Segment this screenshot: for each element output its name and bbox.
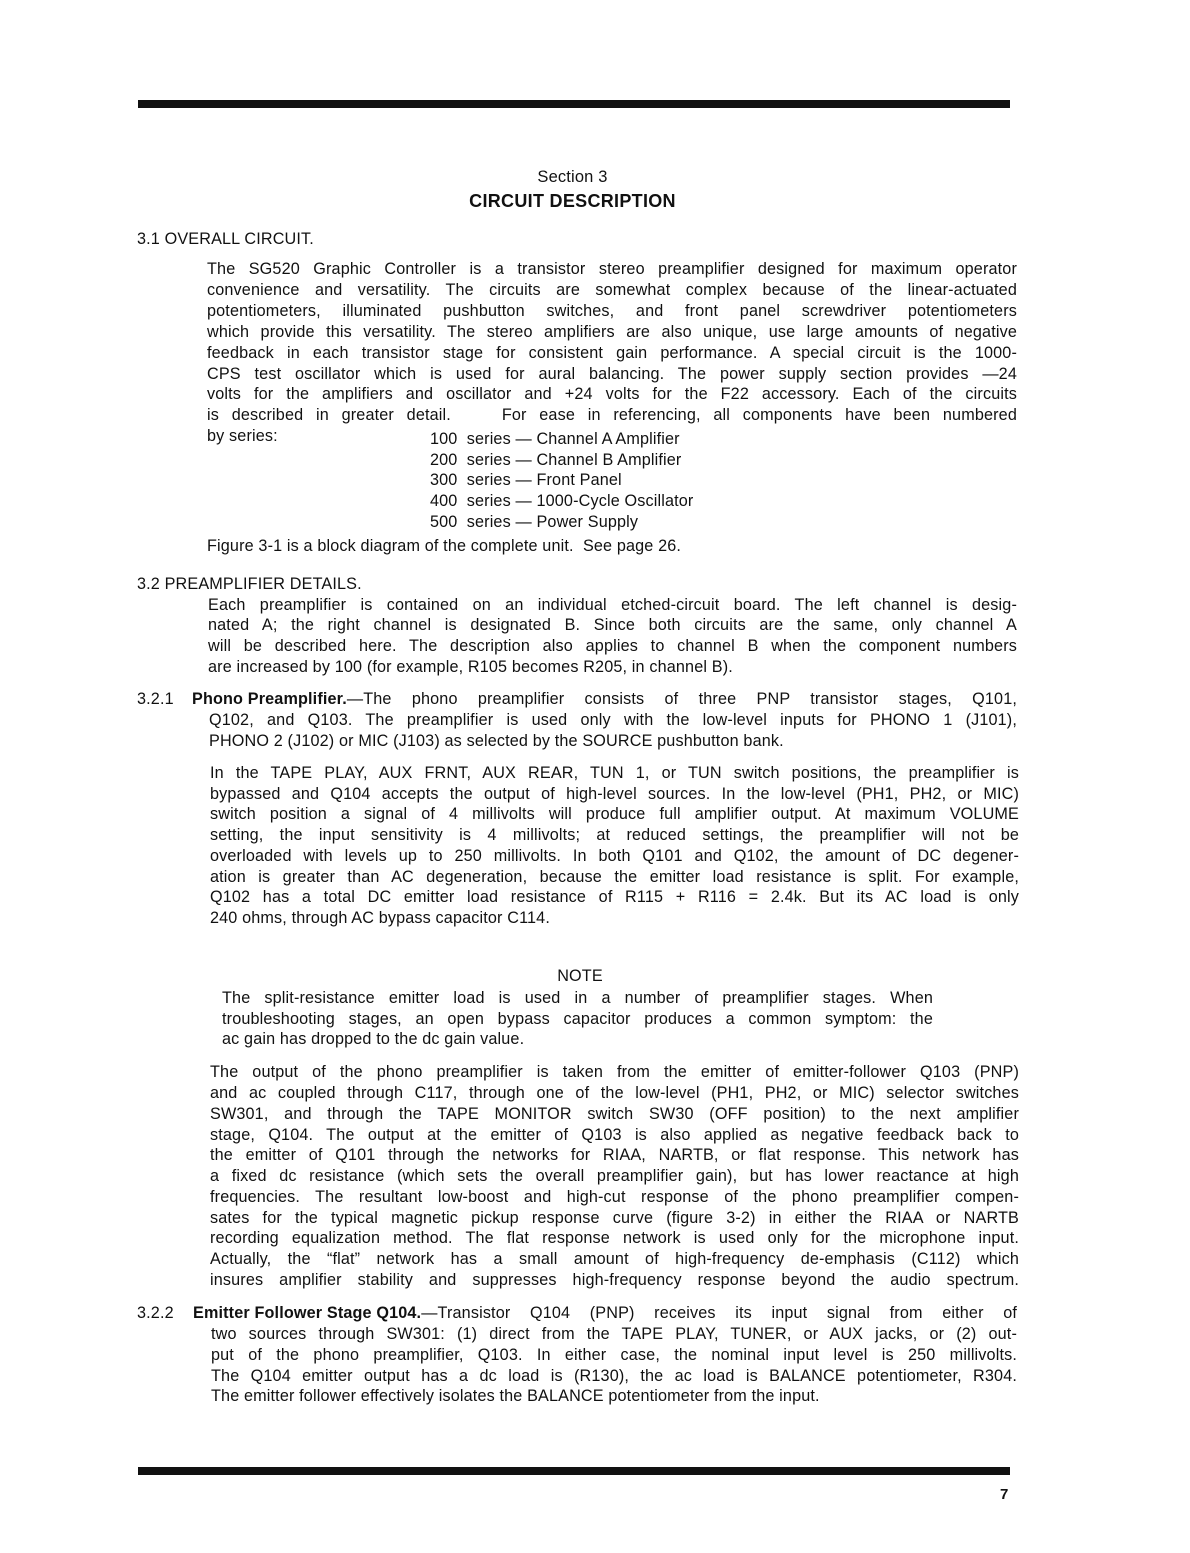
page-number: 7 <box>1000 1486 1009 1503</box>
subsection-3-2-2-first-line <box>193 1303 1017 1324</box>
subsection-title-phono-preamplifier: Phono Preamplifier. <box>192 690 347 708</box>
text-line: setting, the input sensitivity is 4 millivolts; at reduced settings, the preamplifier will not be <box>210 826 1019 844</box>
text-line: troubleshooting stages, an open bypass capacitor produces a common symptom: the <box>222 1010 933 1028</box>
note-label: NOTE <box>557 967 603 985</box>
text-line: stage, Q104. The output at the emitter of Q103 is also applied as negative feedback back to <box>210 1126 1019 1144</box>
text-line: The split-resistance emitter load is used in a number of preamplifier stages. When <box>222 989 933 1007</box>
text-line: The SG520 Graphic Controller is a transistor stereo preamplifier designed for maximum operator <box>207 260 1017 278</box>
text-line: ac gain has dropped to the dc gain value. <box>222 1030 525 1048</box>
text-line: Q102, and Q103. The preamplifier is used only with the low-level inputs for PHONO 1 (J101), <box>209 711 1017 729</box>
text-line: is described in greater detail. For ease in referencing, all components have been numbered <box>207 406 1017 424</box>
text-line: insures amplifier stability and suppresses high-frequency response beyond the audio spectrum. <box>210 1271 1019 1289</box>
text-line: Actually, the “flat” network has a small amount of high-frequency de-emphasis (C112) which <box>210 1250 1019 1268</box>
text-line: The Q104 emitter output has a dc load is (R130), the ac load is BALANCE potentiometer, R304. <box>211 1367 1017 1385</box>
section-label: Section 3 <box>537 168 608 186</box>
text-line: convenience and versatility. The circuits are somewhat complex because of the linear-actuated <box>207 281 1017 299</box>
text-line: sates for the typical magnetic pickup response curve (figure 3-2) in either the RIAA or NARTB <box>210 1209 1019 1227</box>
text-line: potentiometers, illuminated pushbutton switches, and front panel screwdriver potentiometers <box>207 302 1017 320</box>
text-line: In the TAPE PLAY, AUX FRNT, AUX REAR, TUN 1, or TUN switch positions, the preamplifier is <box>210 764 1019 782</box>
series-item: 400 series — 1000-Cycle Oscillator <box>430 492 694 510</box>
series-item: 300 series — Front Panel <box>430 471 622 489</box>
text-line: Each preamplifier is contained on an individual etched-circuit board. The left channel is desig- <box>208 596 1017 614</box>
text-line: feedback in each transistor stage for consistent gain performance. A special circuit is the 1000- <box>207 344 1017 362</box>
text-line: are increased by 100 (for example, R105 becomes R205, in channel B). <box>208 658 733 676</box>
text-run: —The phono preamplifier consists of three PNP transistor stages, Q101, <box>346 690 1017 708</box>
section-title: CIRCUIT DESCRIPTION <box>469 191 676 211</box>
text-line: bypassed and Q104 accepts the output of high-level sources. In the low-level (PH1, PH2, or MIC) <box>210 785 1019 803</box>
text-line: ation is greater than AC degeneration, because the emitter load resistance is split. For example, <box>210 868 1019 886</box>
text-line: will be described here. The description also applies to channel B when the component numbers <box>208 637 1017 655</box>
text-line: which provide this versatility. The stereo amplifiers are also unique, use large amounts of negative <box>207 323 1017 341</box>
text-line: put of the phono preamplifier, Q103. In either case, the nominal input level is 250 millivolts. <box>211 1346 1017 1364</box>
text-line: two sources through SW301: (1) direct from the TAPE PLAY, TUNER, or AUX jacks, or (2) out- <box>211 1325 1017 1343</box>
text-line: 240 ohms, through AC bypass capacitor C114. <box>210 909 550 927</box>
by-series-label: by series: <box>207 427 278 445</box>
series-item: 500 series — Power Supply <box>430 513 639 531</box>
bottom-rule <box>138 1467 1010 1475</box>
text-line: a fixed dc resistance (which sets the overall preamplifier gain), but has lower reactance at high <box>210 1167 1019 1185</box>
heading-3-1: 3.1 OVERALL CIRCUIT. <box>137 230 314 248</box>
text-line: switch position a signal of 4 millivolts will produce full amplifier output. At maximum VOLUME <box>210 805 1019 823</box>
subsection-number-3-2-2: 3.2.2 <box>137 1304 174 1322</box>
text-line: overloaded with levels up to 250 millivolts. In both Q101 and Q102, the amount of DC degener- <box>210 847 1019 865</box>
subsection-number-3-2-1: 3.2.1 <box>137 690 174 708</box>
series-item: 100 series — Channel A Amplifier <box>430 430 680 448</box>
text-line: volts for the amplifiers and oscillator and +24 volts for the F22 accessory. Each of the circuits <box>207 385 1017 403</box>
text-line: frequencies. The resultant low-boost and high-cut response of the phono preamplifier compen- <box>210 1188 1019 1206</box>
text-line: the emitter of Q101 through the networks for RIAA, NARTB, or flat response. This network has <box>210 1146 1019 1164</box>
text-line: and ac coupled through C117, through one of the low-level (PH1, PH2, or MIC) selector switches <box>210 1084 1019 1102</box>
text-line: CPS test oscillator which is used for aural balancing. The power supply section provides —24 <box>207 365 1017 383</box>
text-line: PHONO 2 (J102) or MIC (J103) as selected by the SOURCE pushbutton bank. <box>209 732 784 750</box>
text-run: —Transistor Q104 (PNP) receives its input signal from either of <box>421 1304 1017 1322</box>
text-line: The output of the phono preamplifier is taken from the emitter of emitter-follower Q103 (PNP) <box>210 1063 1019 1081</box>
text-line: The emitter follower effectively isolates the BALANCE potentiometer from the input. <box>211 1387 820 1405</box>
subsection-title-emitter-follower: Emitter Follower Stage Q104. <box>193 1304 422 1322</box>
figure-reference: Figure 3-1 is a block diagram of the complete unit. See page 26. <box>207 537 682 555</box>
text-line: nated A; the right channel is designated B. Since both circuits are the same, only channel A <box>208 616 1017 634</box>
subsection-3-2-1-first-line <box>192 689 1017 710</box>
text-line: Q102 has a total DC emitter load resistance of R115 + R116 = 2.4k. But its AC load is only <box>210 888 1019 906</box>
heading-3-2: 3.2 PREAMPLIFIER DETAILS. <box>137 575 362 593</box>
top-rule <box>138 100 1010 108</box>
series-item: 200 series — Channel B Amplifier <box>430 451 682 469</box>
text-line: SW301, and through the TAPE MONITOR switch SW30 (OFF position) to the next amplifier <box>210 1105 1019 1123</box>
text-line: recording equalization method. The flat response network is used only for the microphone input. <box>210 1229 1019 1247</box>
